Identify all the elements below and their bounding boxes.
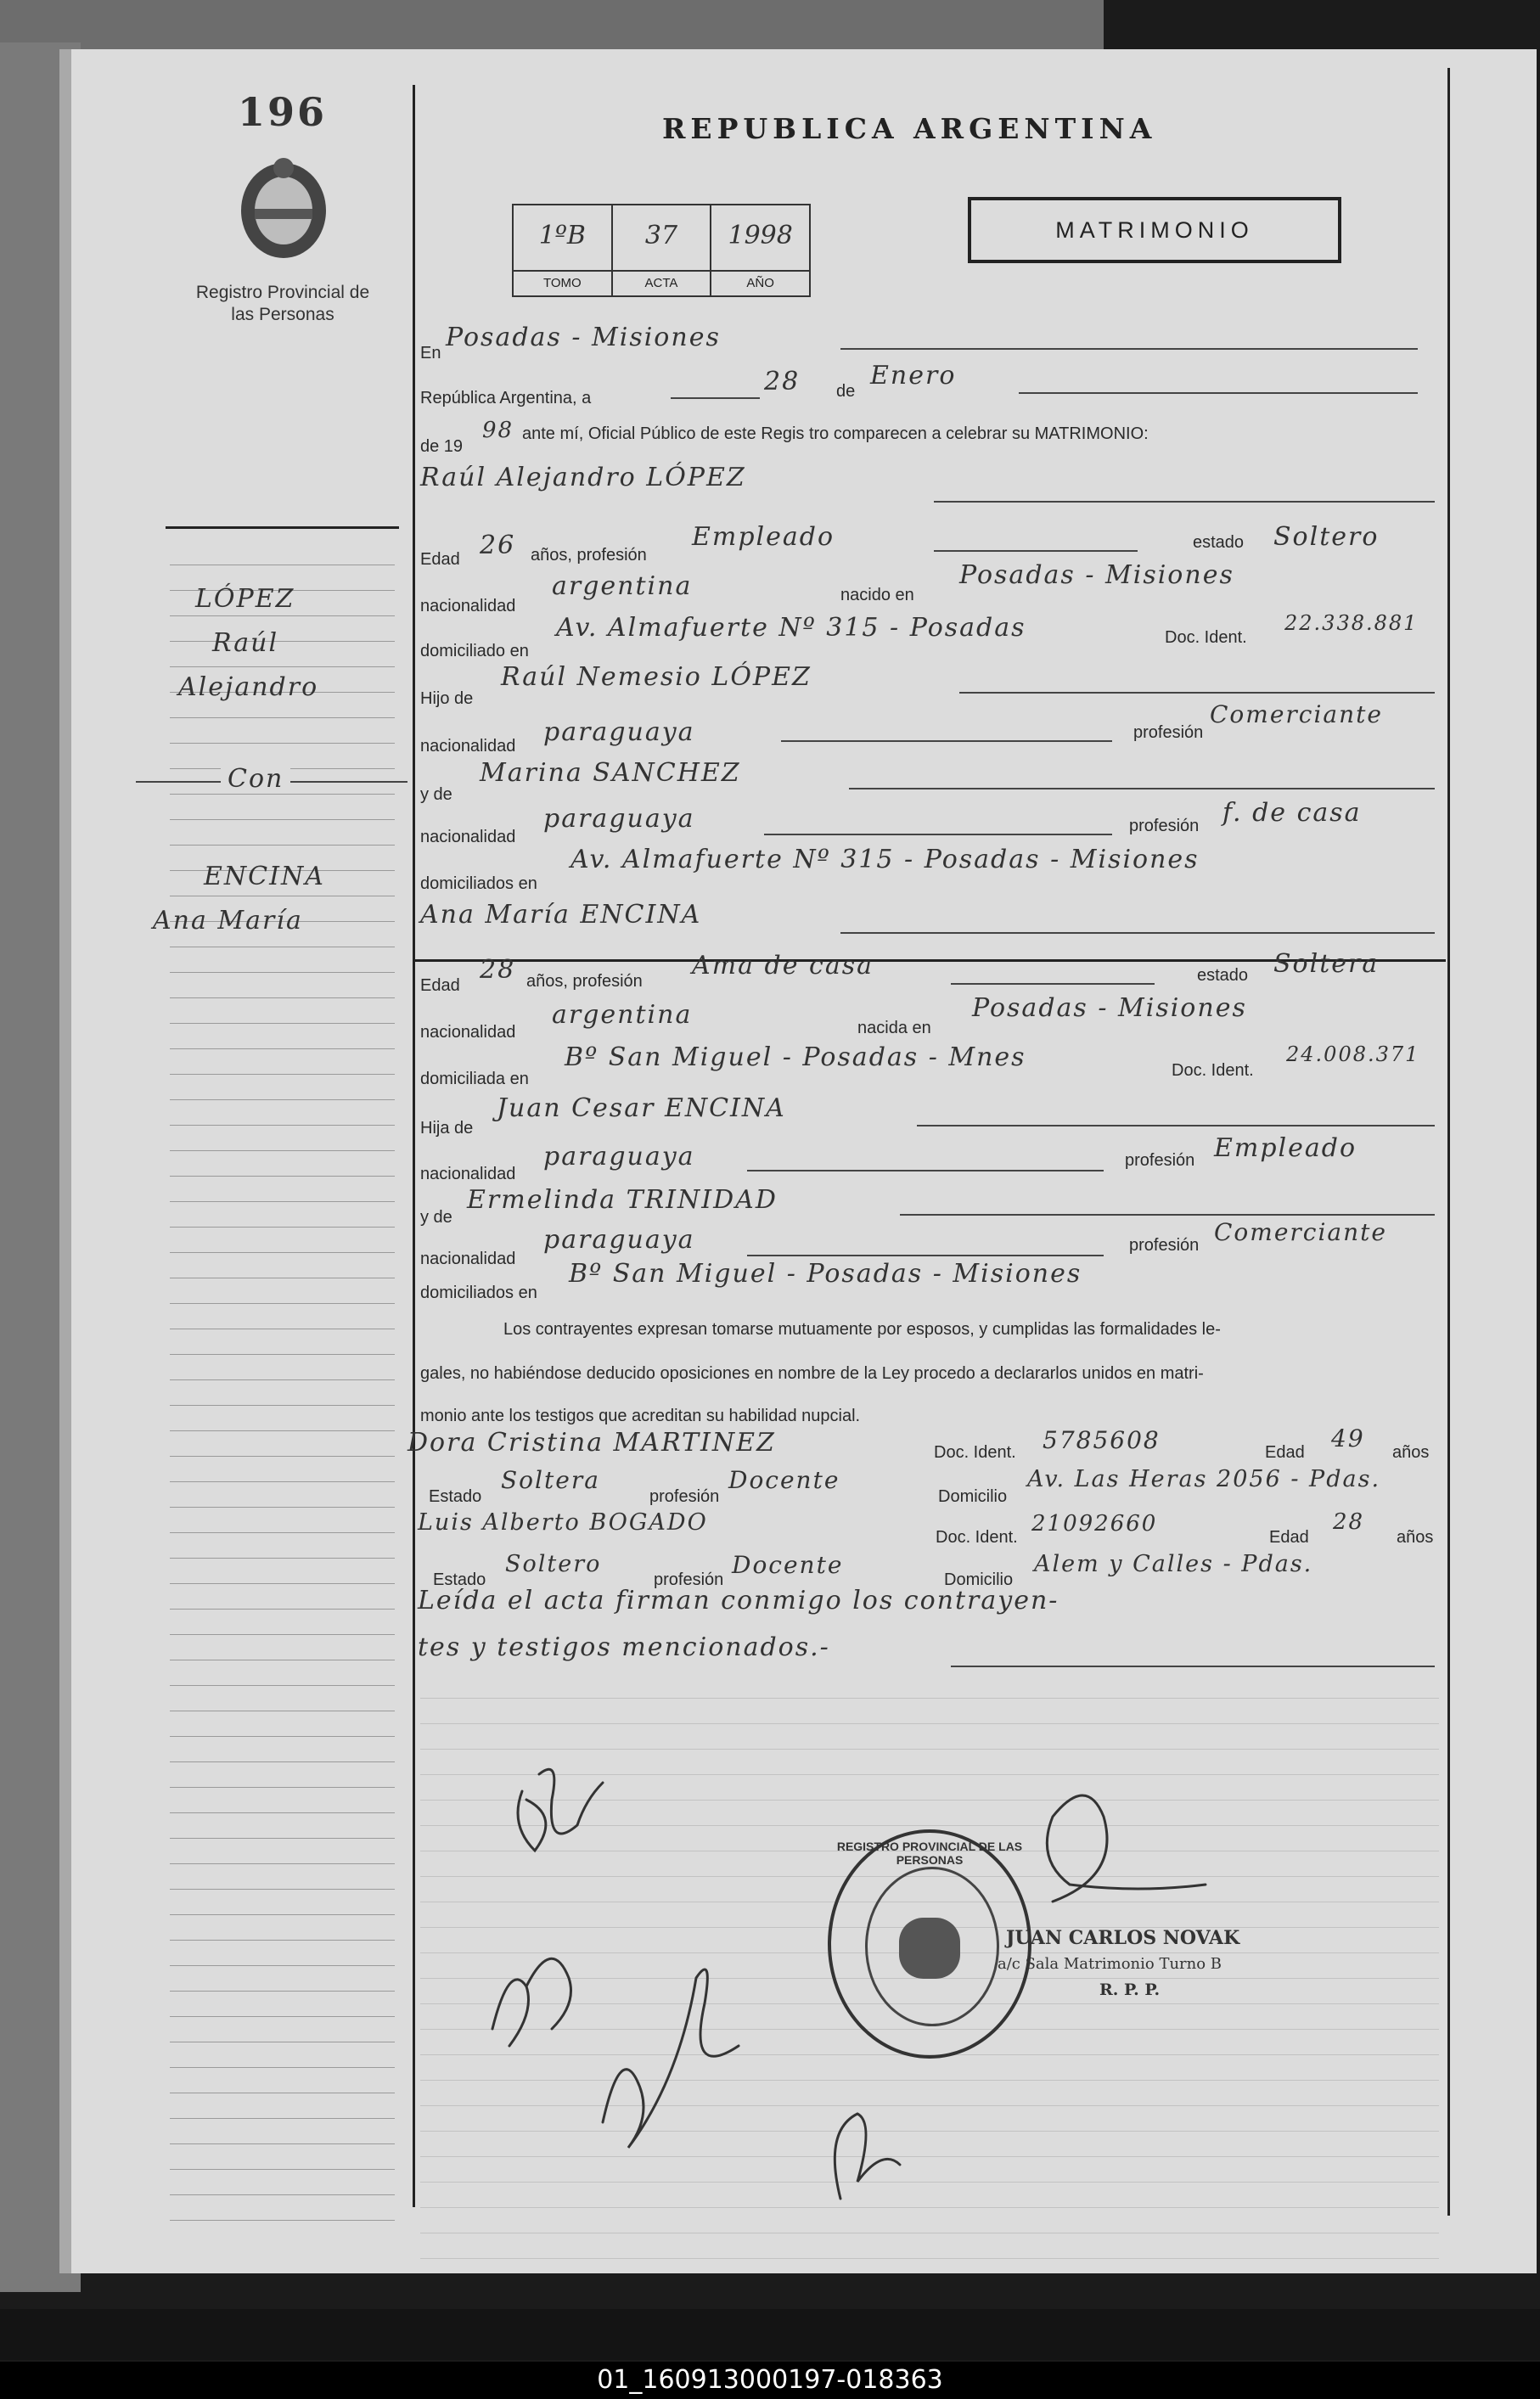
label-nac-madre2: nacionalidad [420,1250,516,1268]
madre1-profesion: f. de casa [1222,798,1362,828]
contrayente2-nacida-en: Posadas - Misiones [972,993,1247,1023]
testigo2-edad: 28 [1333,1509,1365,1535]
scan-background-bottom [0,2309,1540,2360]
nombre1-line [934,501,1435,503]
declaration-line-2: gales, no habiéndose deducido oposiciones en nombre de la Ley procedo a declararlos unidos en matri- [420,1364,1204,1383]
label-prof-padre1: profesión [1133,723,1204,742]
madre1-line [849,788,1435,789]
label-anos-prof-2: años, profesión [526,972,643,991]
mes-line [1019,392,1418,394]
right-rule [1447,68,1450,2216]
nombre2-line [840,932,1435,934]
testigo1-doc: 5785608 [1043,1426,1161,1454]
seal-emblem-icon [899,1918,960,1979]
padre1-nacionalidad: paraguaya [543,717,695,747]
declaration-line-1: Los contrayentes expresan tomarse mutuamente por esposos, y cumplidas las formalidades le- [503,1320,1221,1339]
dia-line [671,397,760,399]
acta-value: 37 [644,221,678,250]
label-prof-padre2: profesión [1125,1151,1195,1170]
madre2-nombre: Ermelinda TRINIDAD [467,1185,778,1215]
margin-given-3: Ana María [153,906,303,935]
madre1-nombre: Marina SANCHEZ [480,758,741,788]
contrayente2-domicilio: Bº San Miguel - Posadas - Mnes [565,1042,1026,1072]
signature-contrayente-1 [518,1769,603,1851]
contrayente1-nombre: Raúl Alejandro LÓPEZ [420,463,746,492]
label-hija-de: Hija de [420,1119,474,1138]
padre2-nacionalidad: paraguaya [543,1142,695,1171]
label-y-de-1: y de [420,785,452,804]
lugar: Posadas - Misiones [446,323,721,352]
label-nac-padre1: nacionalidad [420,737,516,756]
testigo1-domicilio: Av. Las Heras 2056 - Pdas. [1027,1466,1381,1492]
lugar-line [840,348,1418,350]
label-edad-t1: Edad [1265,1443,1305,1462]
label-ante-mi: ante mí, Oficial Público de este Regis tro comparecen a celebrar su MATRIMONIO: [522,424,1149,443]
declaration-line-3: monio ante los testigos que acreditan su habilidad nupcial. [420,1407,861,1425]
padre2-line [917,1125,1435,1126]
label-doc-1: Doc. Ident. [1165,628,1247,647]
label-nac-madre1: nacionalidad [420,828,516,846]
padre1-nac-line [781,740,1112,742]
scan-background-top [0,0,1104,51]
margin-given-2: Alejandro [178,672,319,702]
testigo2-domicilio: Alem y Calles - Pdas. [1034,1551,1313,1577]
image-identifier: 01_160913000197-018363 [0,2362,1540,2399]
label-de: de [836,382,856,401]
label-nacido-en: nacido en [840,586,914,604]
padres2-domicilio: Bº San Miguel - Posadas - Misiones [569,1259,1082,1289]
contrayente1-estado: Soltero [1273,522,1380,552]
madre2-nacionalidad: paraguaya [543,1225,695,1255]
contrayente2-edad: 28 [480,955,516,985]
testigo2-estado: Soltero [505,1551,602,1577]
label-estado-t2: Estado [433,1570,486,1589]
label-domicilio-t2: Domicilio [944,1570,1014,1589]
label-nac-padre2: nacionalidad [420,1165,516,1183]
padre2-profesion: Empleado [1214,1133,1357,1163]
label-anos-t2: años [1397,1528,1434,1547]
label-edad-2: Edad [420,976,460,995]
label-prof-madre1: profesión [1129,817,1200,835]
testigo1-estado: Soltera [501,1466,600,1494]
record-type-box: MATRIMONIO [968,197,1341,263]
label-domicilio-t1: Domicilio [938,1487,1008,1506]
label-nacionalidad-2: nacionalidad [420,1023,516,1042]
testigo1-profesion: Docente [728,1466,840,1494]
label-de-19: de 19 [420,437,464,456]
prof1-line [934,550,1138,552]
margin-given-1: Raúl [212,628,279,658]
madre1-nac-line [764,834,1112,835]
margin-con: Con [221,764,290,794]
testigo1-edad: 49 [1331,1424,1365,1452]
testigo1-nombre: Dora Cristina MARTINEZ [407,1428,776,1458]
label-prof-madre2: profesión [1129,1236,1200,1255]
signature-contrayente-2 [492,1958,571,2046]
registry-name: Registro Provincial de las Personas [195,283,370,324]
closing-line-2: tes y testigos mencionados.- [418,1632,830,1662]
label-hijo-de: Hijo de [420,689,474,708]
testigo2-profesion: Docente [732,1551,844,1579]
official-seal [828,1829,1031,2059]
madre2-line [900,1214,1435,1216]
label-edad-1: Edad [420,550,460,569]
officer-title: a/c Sala Matrimonio Turno B [998,1955,1222,1973]
page-number: 196 [238,89,328,135]
contrayente2-doc: 24.008.371 [1286,1042,1420,1066]
contrayente2-nacionalidad: argentina [552,1000,693,1030]
contrayente1-edad: 26 [480,531,516,560]
mes: Enero [870,361,957,390]
contrayente1-nacionalidad: argentina [552,571,693,601]
margin-top-rule [166,526,399,529]
madre2-nac-line [747,1255,1104,1256]
coat-of-arms-icon [236,155,331,263]
label-domiciliados-en-2: domiciliados en [420,1284,537,1302]
closing-line-1: Leída el acta firman conmigo los contrayen- [418,1586,1059,1615]
contrayente1-doc: 22.338.881 [1284,611,1419,635]
label-nacionalidad-1: nacionalidad [420,597,516,615]
signature-official [1047,1795,1206,1902]
margin-rule [413,85,415,2207]
padre2-nac-line [747,1170,1104,1171]
madre2-profesion: Comerciante [1214,1218,1387,1246]
acta-label: ACTA [613,270,711,295]
label-anos-t1: años [1392,1443,1430,1462]
label-domiciliado-en: domiciliado en [420,642,529,660]
label-estado-t1: Estado [429,1487,482,1506]
madre1-nacionalidad: paraguaya [543,804,695,834]
label-estado-1: estado [1193,533,1245,552]
label-prof-t1: profesión [649,1487,720,1506]
label-domiciliada-en: domiciliada en [420,1070,529,1088]
prof2-line [951,983,1155,985]
contrayente1-profesion: Empleado [692,522,835,552]
label-edad-t2: Edad [1269,1528,1309,1547]
dia: 28 [764,367,801,396]
margin-surname: LÓPEZ [195,584,295,614]
label-rep-arg: República Argentina, a [420,389,592,407]
margin-ruling [170,565,395,2245]
contrayente1-domicilio: Av. Almafuerte Nº 315 - Posadas [556,613,1026,643]
label-en: En [420,344,441,362]
testigo2-doc: 21092660 [1031,1511,1158,1537]
label-anos-prof-1: años, profesión [531,546,647,565]
label-doc-t1: Doc. Ident. [934,1443,1016,1462]
signature-testigo-1 [603,1969,739,2148]
label-doc-2: Doc. Ident. [1172,1061,1254,1080]
padre1-profesion: Comerciante [1210,700,1383,728]
label-prof-t2: profesión [654,1570,724,1589]
anio: 98 [482,418,514,443]
officer-org: R. P. P. [1099,1980,1161,1999]
padre1-nombre: Raúl Nemesio LÓPEZ [501,662,812,692]
label-nacida-en: nacida en [857,1019,931,1037]
testigo2-nombre: Luis Alberto BOGADO [418,1509,708,1536]
ano-label: AÑO [711,270,809,295]
margin-surname-2: ENCINA [204,862,325,891]
tomo-label: TOMO [514,270,611,295]
tomo-value: 1ºB [538,221,586,250]
label-doc-t2: Doc. Ident. [936,1528,1018,1547]
padre1-line [959,692,1435,694]
label-domiciliados-en-1: domiciliados en [420,874,537,893]
contrayente1-nacido-en: Posadas - Misiones [959,560,1234,590]
officer-name: JUAN CARLOS NOVAK [1006,1927,1240,1949]
seal-text: REGISTRO PROVINCIAL DE LAS PERSONAS [836,1840,1023,1867]
signature-testigo-2 [835,2114,900,2199]
contrayente2-nombre: Ana María ENCINA [420,900,702,930]
label-y-de-2: y de [420,1208,452,1227]
padre2-nombre: Juan Cesar ENCINA [497,1093,786,1123]
label-estado-2: estado [1197,966,1249,985]
country-title: REPUBLICA ARGENTINA [662,112,1157,145]
padres1-domicilio: Av. Almafuerte Nº 315 - Posadas - Misiones [570,845,1200,874]
acta-box [512,204,811,297]
contrayente2-estado: Soltera [1273,949,1380,979]
closing-line [951,1666,1435,1667]
contrayente2-profesion: Ama de casa [692,951,874,980]
ano-value: 1998 [728,221,793,250]
